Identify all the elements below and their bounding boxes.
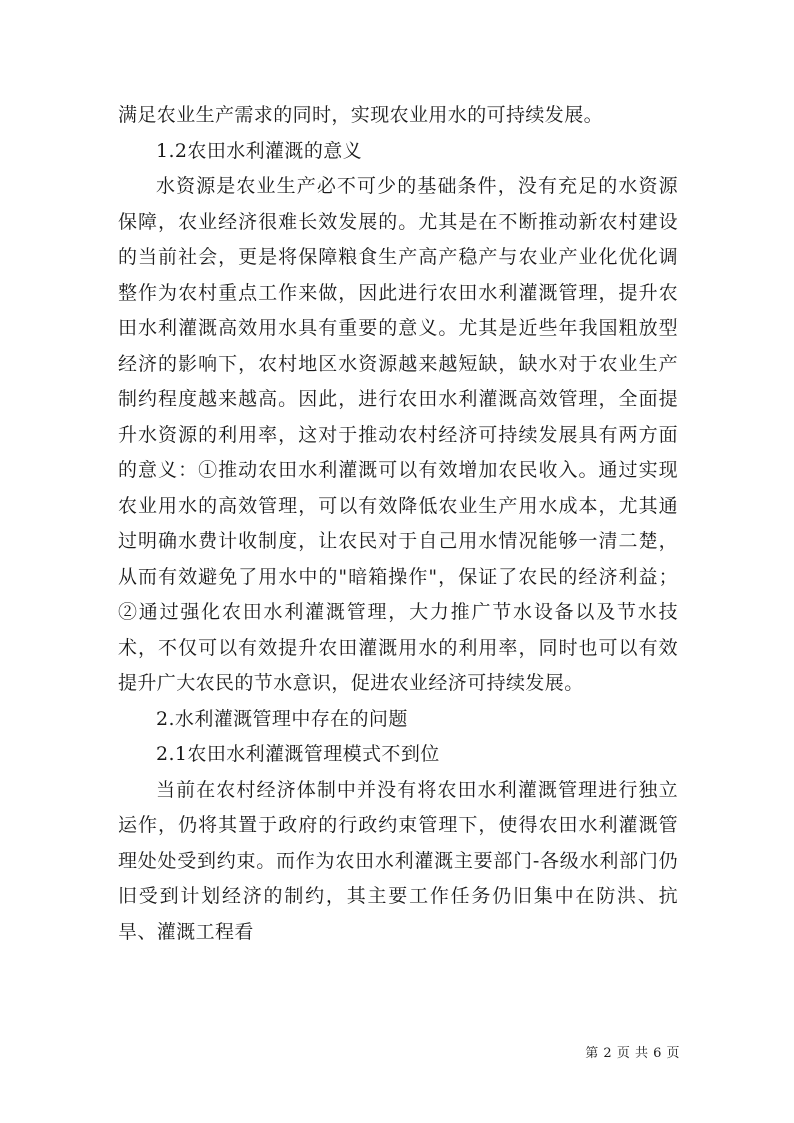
paragraph-continuation: 满足农业生产需求的同时，实现农业用水的可持续发展。 [118, 104, 604, 126]
page-number-footer: 第 2 页 共 6 页 [585, 1046, 680, 1061]
section-heading-2: 2.水利灌溉管理中存在的问题 [156, 707, 408, 730]
section-heading-1-2: 1.2农田水利灌溉的意义 [156, 139, 363, 162]
paragraph-significance: 水资源是农业生产必不可少的基础条件，没有充足的水资源保障，农业经济很难长效发展的。尤其是在不断推动新农村建设的当前社会，更是将保障粮食生产高产稳产与农业产业化优化调整作为农村重点工作来做，因此进行农田水利灌溉管理，提升农田水利灌溉高效用水具有重要的意义。尤其是近些年我国粗放型经济的影响下，农村地区水资源越来越短缺，缺水对于农业生产制约程度越来越高。因此，进行农田水利灌溉高效管理，全面提升水资源的利用率，这对于推动农村经济可持续发展具有两方面的意义：①推动农田水利灌溉可以有效增加农民收入。通过实现农业用水的高效管理，可以有效降低农业生产用水成本，尤其通过明确水费计收制度，让农民对于自己用水情况能够一清二楚，从而有效避免了用水中的"暗箱操作"，保证了农民的经济利益；②通过强化农田水利灌溉管理，大力推广节水设备以及节水技术，不仅可以有效提升农田灌溉用水的利用率，同时也可以有效提升广大农民的节水意识，促进农业经济可持续发展。 [118, 175, 678, 694]
document-body [118, 98, 678, 950]
paragraph-management-mode: 当前在农村经济体制中并没有将农田水利灌溉管理进行独立运作，仍将其置于政府的行政约束管理下，使得农田水利灌溉管理处处受到约束。而作为农田水利灌溉主要部门-各级水利部门仍旧受到计划经济的制约，其主要工作任务仍旧集中在防洪、抗旱、灌溉工程看 [118, 778, 678, 943]
section-heading-2-1: 2.1农田水利灌溉管理模式不到位 [156, 743, 440, 765]
